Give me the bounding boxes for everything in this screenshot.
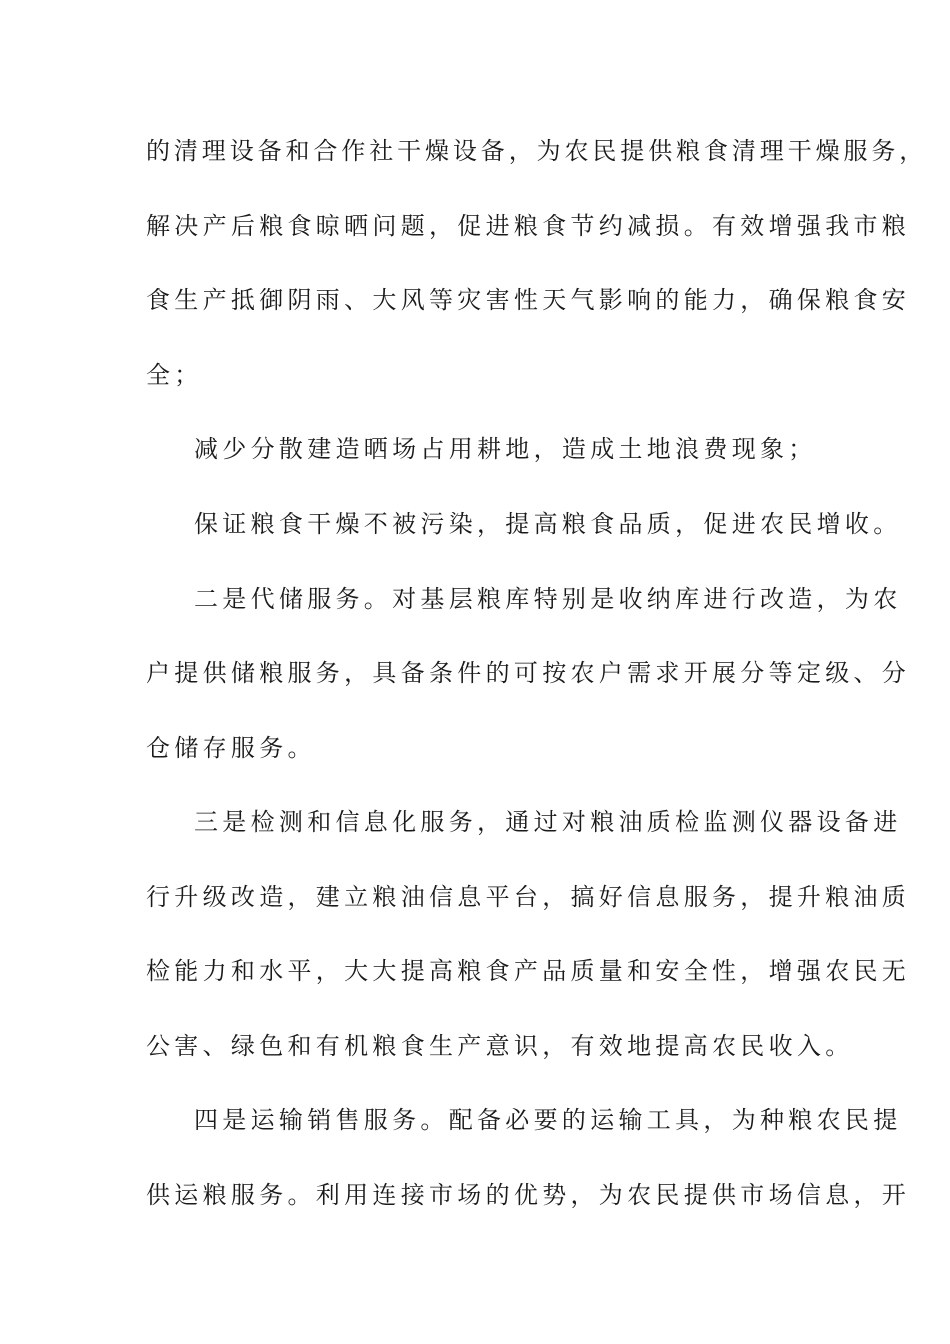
paragraph-first-line: 保证粮食干燥不被污染，提高粮食品质，促进农民增收。 — [194, 510, 902, 538]
text-line: 户提供储粮服务，具备条件的可按农户需求开展分等定级、分 — [146, 659, 911, 687]
paragraph-first-line: 四是运输销售服务。配备必要的运输工具，为种粮农民提 — [194, 1106, 902, 1134]
text-line: 的清理设备和合作社干燥设备，为农民提供粮食清理干燥服务， — [146, 137, 928, 165]
paragraph-first-line: 三是检测和信息化服务，通过对粮油质检监测仪器设备进 — [194, 808, 902, 836]
text-line: 检能力和水平，大大提高粮食产品质量和安全性，增强农民无 — [146, 957, 911, 985]
text-line: 解决产后粮食晾晒问题，促进粮食节约减损。有效增强我市粮 — [146, 212, 911, 240]
text-line: 食生产抵御阴雨、大风等灾害性天气影响的能力，确保粮食安 — [146, 286, 911, 314]
paragraph-first-line: 减少分散建造晒场占用耕地，造成土地浪费现象； — [194, 435, 817, 463]
text-line: 公害、绿色和有机粮食生产意识，有效地提高农民收入。 — [146, 1032, 854, 1060]
text-line: 全； — [146, 361, 203, 389]
text-line: 仓储存服务。 — [146, 734, 316, 762]
text-line: 供运粮服务。利用连接市场的优势，为农民提供市场信息，开 — [146, 1181, 911, 1209]
paragraph-first-line: 二是代储服务。对基层粮库特别是收纳库进行改造，为农 — [194, 585, 902, 613]
text-line: 行升级改造，建立粮油信息平台，搞好信息服务，提升粮油质 — [146, 883, 911, 911]
